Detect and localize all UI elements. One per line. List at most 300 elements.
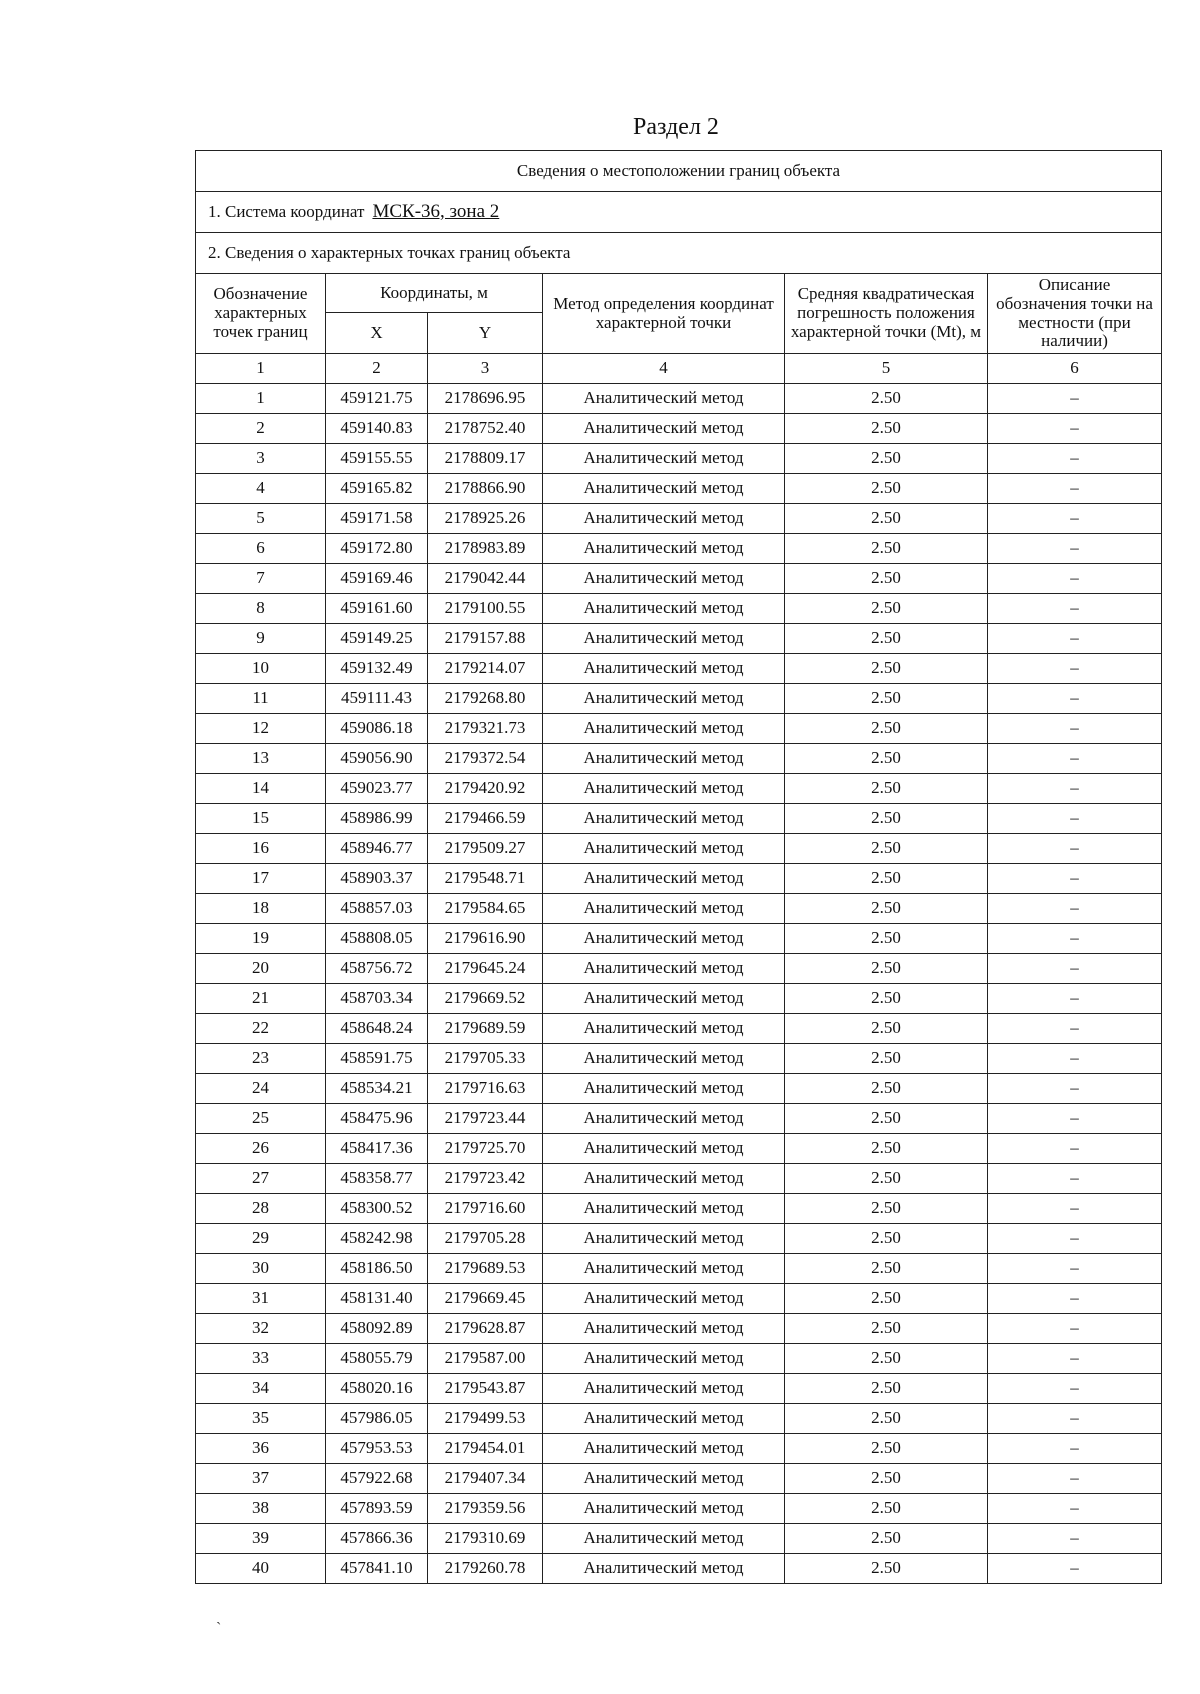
method: Аналитический метод: [543, 1074, 785, 1104]
coord-x: 459140.83: [326, 414, 428, 444]
method: Аналитический метод: [543, 774, 785, 804]
point-number: 9: [196, 624, 326, 654]
coord-y: 2179705.28: [428, 1224, 543, 1254]
description: –: [988, 504, 1162, 534]
header-coordinates: Координаты, м: [326, 274, 543, 313]
coord-x: 459086.18: [326, 714, 428, 744]
point-number: 18: [196, 894, 326, 924]
coord-y: 2179454.01: [428, 1434, 543, 1464]
error-value: 2.50: [785, 474, 988, 504]
table-row: [196, 1224, 1162, 1254]
method: Аналитический метод: [543, 384, 785, 414]
coord-x: 458946.77: [326, 834, 428, 864]
table-row: [196, 774, 1162, 804]
coord-x: 458055.79: [326, 1344, 428, 1374]
table-row: [196, 564, 1162, 594]
table-row: [196, 1554, 1162, 1584]
point-number: 10: [196, 654, 326, 684]
coord-y: 2179705.33: [428, 1044, 543, 1074]
coord-y: 2178983.89: [428, 534, 543, 564]
table-row: [196, 654, 1162, 684]
coord-y: 2179157.88: [428, 624, 543, 654]
coord-y: 2179587.00: [428, 1344, 543, 1374]
error-value: 2.50: [785, 1104, 988, 1134]
point-number: 32: [196, 1314, 326, 1344]
coord-x: 458534.21: [326, 1074, 428, 1104]
coord-y: 2179628.87: [428, 1314, 543, 1344]
description: –: [988, 684, 1162, 714]
method: Аналитический метод: [543, 504, 785, 534]
coord-x: 458358.77: [326, 1164, 428, 1194]
coord-y: 2179466.59: [428, 804, 543, 834]
coord-system-row: [196, 192, 1162, 233]
table-row: [196, 1524, 1162, 1554]
coord-x: 458591.75: [326, 1044, 428, 1074]
description: –: [988, 1374, 1162, 1404]
method: Аналитический метод: [543, 444, 785, 474]
coord-x: 458300.52: [326, 1194, 428, 1224]
table-row: [196, 1164, 1162, 1194]
error-value: 2.50: [785, 1014, 988, 1044]
description: –: [988, 1074, 1162, 1104]
error-value: 2.50: [785, 654, 988, 684]
coord-x: 458242.98: [326, 1224, 428, 1254]
error-value: 2.50: [785, 1434, 988, 1464]
table-row: [196, 1494, 1162, 1524]
coord-x: 458903.37: [326, 864, 428, 894]
coord-y: 2179359.56: [428, 1494, 543, 1524]
method: Аналитический метод: [543, 594, 785, 624]
error-value: 2.50: [785, 1224, 988, 1254]
table-row: [196, 1314, 1162, 1344]
method: Аналитический метод: [543, 1524, 785, 1554]
point-number: 20: [196, 954, 326, 984]
point-number: 28: [196, 1194, 326, 1224]
description: –: [988, 1134, 1162, 1164]
point-number: 22: [196, 1014, 326, 1044]
coord-x: 457986.05: [326, 1404, 428, 1434]
table-row: [196, 1194, 1162, 1224]
error-value: 2.50: [785, 594, 988, 624]
table-row: [196, 894, 1162, 924]
coord-x: 459172.80: [326, 534, 428, 564]
header-description: Описание обозначения точки на местности (при наличии): [988, 274, 1162, 354]
method: Аналитический метод: [543, 804, 785, 834]
coord-y: 2178752.40: [428, 414, 543, 444]
description: –: [988, 834, 1162, 864]
point-number: 2: [196, 414, 326, 444]
coord-x: 459023.77: [326, 774, 428, 804]
table-row: [196, 1074, 1162, 1104]
description: –: [988, 744, 1162, 774]
error-value: 2.50: [785, 1254, 988, 1284]
boundary-points-table: [195, 150, 1162, 1584]
description: –: [988, 1044, 1162, 1074]
table-row: [196, 1464, 1162, 1494]
error-value: 2.50: [785, 714, 988, 744]
coord-y: 2179584.65: [428, 894, 543, 924]
coord-x: 459056.90: [326, 744, 428, 774]
error-value: 2.50: [785, 1194, 988, 1224]
table-row: [196, 984, 1162, 1014]
table-row: [196, 1014, 1162, 1044]
description: –: [988, 444, 1162, 474]
description: –: [988, 1164, 1162, 1194]
point-number: 4: [196, 474, 326, 504]
coord-y: 2179268.80: [428, 684, 543, 714]
coord-y: 2179725.70: [428, 1134, 543, 1164]
error-value: 2.50: [785, 1134, 988, 1164]
coord-y: 2179669.52: [428, 984, 543, 1014]
coord-y: 2179689.53: [428, 1254, 543, 1284]
description: –: [988, 894, 1162, 924]
method: Аналитический метод: [543, 1374, 785, 1404]
coord-x: 458020.16: [326, 1374, 428, 1404]
coord-x: 457922.68: [326, 1464, 428, 1494]
method: Аналитический метод: [543, 1164, 785, 1194]
table-row: [196, 1104, 1162, 1134]
table-row: [196, 474, 1162, 504]
error-value: 2.50: [785, 534, 988, 564]
point-number: 38: [196, 1494, 326, 1524]
coord-x: 459111.43: [326, 684, 428, 714]
coord-x: 459161.60: [326, 594, 428, 624]
description: –: [988, 384, 1162, 414]
description: –: [988, 534, 1162, 564]
method: Аналитический метод: [543, 1494, 785, 1524]
coord-x: 457841.10: [326, 1554, 428, 1584]
point-number: 3: [196, 444, 326, 474]
error-value: 2.50: [785, 864, 988, 894]
error-value: 2.50: [785, 774, 988, 804]
coord-x: 459132.49: [326, 654, 428, 684]
method: Аналитический метод: [543, 834, 785, 864]
method: Аналитический метод: [543, 894, 785, 924]
point-number: 19: [196, 924, 326, 954]
coord-system-value: МСК-36, зона 2: [372, 200, 500, 222]
description: –: [988, 1524, 1162, 1554]
coord-y: 2179321.73: [428, 714, 543, 744]
point-number: 12: [196, 714, 326, 744]
coord-x: 459169.46: [326, 564, 428, 594]
point-number: 11: [196, 684, 326, 714]
coord-x: 457893.59: [326, 1494, 428, 1524]
header-y: Y: [428, 313, 543, 354]
coord-x: 459155.55: [326, 444, 428, 474]
coord-y: 2179407.34: [428, 1464, 543, 1494]
coord-y: 2179723.44: [428, 1104, 543, 1134]
stray-mark: ˋ: [216, 1620, 222, 1637]
description: –: [988, 1224, 1162, 1254]
point-number: 27: [196, 1164, 326, 1194]
point-number: 33: [196, 1344, 326, 1374]
description: –: [988, 474, 1162, 504]
column-number: 3: [428, 354, 543, 384]
description: –: [988, 624, 1162, 654]
error-value: 2.50: [785, 1044, 988, 1074]
description: –: [988, 1434, 1162, 1464]
point-number: 17: [196, 864, 326, 894]
coord-x: 458417.36: [326, 1134, 428, 1164]
point-number: 29: [196, 1224, 326, 1254]
method: Аналитический метод: [543, 954, 785, 984]
error-value: 2.50: [785, 924, 988, 954]
table-row: [196, 864, 1162, 894]
method: Аналитический метод: [543, 1314, 785, 1344]
method: Аналитический метод: [543, 1284, 785, 1314]
point-number: 24: [196, 1074, 326, 1104]
method: Аналитический метод: [543, 1104, 785, 1134]
description: –: [988, 1314, 1162, 1344]
description: –: [988, 1554, 1162, 1584]
method: Аналитический метод: [543, 984, 785, 1014]
error-value: 2.50: [785, 384, 988, 414]
error-value: 2.50: [785, 1164, 988, 1194]
error-value: 2.50: [785, 894, 988, 924]
point-number: 15: [196, 804, 326, 834]
column-number: 6: [988, 354, 1162, 384]
coord-x: 458756.72: [326, 954, 428, 984]
error-value: 2.50: [785, 564, 988, 594]
point-number: 36: [196, 1434, 326, 1464]
error-value: 2.50: [785, 1464, 988, 1494]
error-value: 2.50: [785, 1074, 988, 1104]
error-value: 2.50: [785, 1554, 988, 1584]
error-value: 2.50: [785, 1344, 988, 1374]
header-designation: Обозначение характерных точек границ: [196, 274, 326, 354]
point-number: 1: [196, 384, 326, 414]
method: Аналитический метод: [543, 624, 785, 654]
table-row: [196, 534, 1162, 564]
error-value: 2.50: [785, 1284, 988, 1314]
coord-x: 458648.24: [326, 1014, 428, 1044]
description: –: [988, 1104, 1162, 1134]
description: –: [988, 774, 1162, 804]
error-value: 2.50: [785, 684, 988, 714]
coord-x: 458808.05: [326, 924, 428, 954]
error-value: 2.50: [785, 1404, 988, 1434]
table-row: [196, 1284, 1162, 1314]
table-row: [196, 1134, 1162, 1164]
coord-y: 2179689.59: [428, 1014, 543, 1044]
error-value: 2.50: [785, 744, 988, 774]
description: –: [988, 1284, 1162, 1314]
coord-y: 2179214.07: [428, 654, 543, 684]
error-value: 2.50: [785, 1374, 988, 1404]
table-row: [196, 954, 1162, 984]
header-error: Средняя квадратическая погрешность положения характерной точки (Mt), м: [785, 274, 988, 354]
method: Аналитический метод: [543, 744, 785, 774]
error-value: 2.50: [785, 1524, 988, 1554]
error-value: 2.50: [785, 984, 988, 1014]
coord-y: 2179723.42: [428, 1164, 543, 1194]
coord-y: 2179499.53: [428, 1404, 543, 1434]
table-row: [196, 924, 1162, 954]
coord-y: 2179420.92: [428, 774, 543, 804]
table-row: [196, 714, 1162, 744]
coord-y: 2178696.95: [428, 384, 543, 414]
coord-y: 2178809.17: [428, 444, 543, 474]
coord-x: 459165.82: [326, 474, 428, 504]
description: –: [988, 804, 1162, 834]
table-row: [196, 1374, 1162, 1404]
description: –: [988, 924, 1162, 954]
point-number: 25: [196, 1104, 326, 1134]
point-number: 23: [196, 1044, 326, 1074]
method: Аналитический метод: [543, 534, 785, 564]
coord-y: 2179716.60: [428, 1194, 543, 1224]
error-value: 2.50: [785, 444, 988, 474]
method: Аналитический метод: [543, 474, 785, 504]
table-row: [196, 804, 1162, 834]
coord-x: 458186.50: [326, 1254, 428, 1284]
table-row: [196, 594, 1162, 624]
coord-system-label: 1. Система координат: [208, 201, 365, 221]
method: Аналитический метод: [543, 1194, 785, 1224]
point-number: 16: [196, 834, 326, 864]
coord-x: 458986.99: [326, 804, 428, 834]
coord-x: 458475.96: [326, 1104, 428, 1134]
method: Аналитический метод: [543, 414, 785, 444]
description: –: [988, 1254, 1162, 1284]
description: –: [988, 714, 1162, 744]
method: Аналитический метод: [543, 1344, 785, 1374]
point-number: 37: [196, 1464, 326, 1494]
table-row: [196, 1434, 1162, 1464]
description: –: [988, 1344, 1162, 1374]
table-row: [196, 624, 1162, 654]
description: –: [988, 984, 1162, 1014]
coord-y: 2179042.44: [428, 564, 543, 594]
table-title: Сведения о местоположении границ объекта: [196, 151, 1162, 192]
coord-y: 2179616.90: [428, 924, 543, 954]
column-number: 1: [196, 354, 326, 384]
description: –: [988, 1194, 1162, 1224]
method: Аналитический метод: [543, 1044, 785, 1074]
coord-x: 458857.03: [326, 894, 428, 924]
coord-x: 457953.53: [326, 1434, 428, 1464]
point-number: 13: [196, 744, 326, 774]
method: Аналитический метод: [543, 864, 785, 894]
coord-x: 459171.58: [326, 504, 428, 534]
description: –: [988, 1014, 1162, 1044]
table-row: [196, 1404, 1162, 1434]
error-value: 2.50: [785, 1494, 988, 1524]
table-row: [196, 1044, 1162, 1074]
method: Аналитический метод: [543, 1554, 785, 1584]
error-value: 2.50: [785, 1314, 988, 1344]
method: Аналитический метод: [543, 654, 785, 684]
table-row: [196, 1254, 1162, 1284]
point-number: 8: [196, 594, 326, 624]
error-value: 2.50: [785, 804, 988, 834]
coord-x: 458092.89: [326, 1314, 428, 1344]
header-x: X: [326, 313, 428, 354]
table-row: [196, 1344, 1162, 1374]
method: Аналитический метод: [543, 684, 785, 714]
coord-y: 2179716.63: [428, 1074, 543, 1104]
coord-y: 2179372.54: [428, 744, 543, 774]
error-value: 2.50: [785, 504, 988, 534]
coord-y: 2179100.55: [428, 594, 543, 624]
method: Аналитический метод: [543, 924, 785, 954]
coord-x: 459149.25: [326, 624, 428, 654]
method: Аналитический метод: [543, 1224, 785, 1254]
point-number: 39: [196, 1524, 326, 1554]
description: –: [988, 954, 1162, 984]
coord-y: 2179543.87: [428, 1374, 543, 1404]
column-number: 2: [326, 354, 428, 384]
coord-y: 2178925.26: [428, 504, 543, 534]
error-value: 2.50: [785, 834, 988, 864]
table-row: [196, 384, 1162, 414]
method: Аналитический метод: [543, 1014, 785, 1044]
table-row: [196, 834, 1162, 864]
coord-y: 2179669.45: [428, 1284, 543, 1314]
point-number: 7: [196, 564, 326, 594]
error-value: 2.50: [785, 624, 988, 654]
coord-y: 2179548.71: [428, 864, 543, 894]
method: Аналитический метод: [543, 1464, 785, 1494]
coord-x: 458703.34: [326, 984, 428, 1014]
point-number: 34: [196, 1374, 326, 1404]
coord-x: 459121.75: [326, 384, 428, 414]
column-number: 4: [543, 354, 785, 384]
column-number: 5: [785, 354, 988, 384]
method: Аналитический метод: [543, 1254, 785, 1284]
error-value: 2.50: [785, 414, 988, 444]
method: Аналитический метод: [543, 714, 785, 744]
point-number: 40: [196, 1554, 326, 1584]
description: –: [988, 594, 1162, 624]
coord-y: 2179260.78: [428, 1554, 543, 1584]
header-method: Метод определения координат характерной точки: [543, 274, 785, 354]
coord-y: 2179310.69: [428, 1524, 543, 1554]
description: –: [988, 654, 1162, 684]
description: –: [988, 1464, 1162, 1494]
point-number: 21: [196, 984, 326, 1014]
description: –: [988, 564, 1162, 594]
point-number: 31: [196, 1284, 326, 1314]
description: –: [988, 414, 1162, 444]
method: Аналитический метод: [543, 564, 785, 594]
column-numbers-row: [196, 354, 1162, 384]
error-value: 2.50: [785, 954, 988, 984]
coord-x: 458131.40: [326, 1284, 428, 1314]
coord-x: 457866.36: [326, 1524, 428, 1554]
point-number: 35: [196, 1404, 326, 1434]
point-number: 30: [196, 1254, 326, 1284]
method: Аналитический метод: [543, 1134, 785, 1164]
point-number: 6: [196, 534, 326, 564]
point-number: 5: [196, 504, 326, 534]
method: Аналитический метод: [543, 1434, 785, 1464]
table-row: [196, 744, 1162, 774]
coord-y: 2179509.27: [428, 834, 543, 864]
point-number: 26: [196, 1134, 326, 1164]
table-row: [196, 504, 1162, 534]
coord-y: 2178866.90: [428, 474, 543, 504]
description: –: [988, 1494, 1162, 1524]
method: Аналитический метод: [543, 1404, 785, 1434]
section-title: Раздел 2: [633, 114, 719, 140]
description: –: [988, 1404, 1162, 1434]
points-heading: 2. Сведения о характерных точках границ объекта: [196, 233, 1162, 274]
description: –: [988, 864, 1162, 894]
table-row: [196, 414, 1162, 444]
table-row: [196, 684, 1162, 714]
coord-y: 2179645.24: [428, 954, 543, 984]
